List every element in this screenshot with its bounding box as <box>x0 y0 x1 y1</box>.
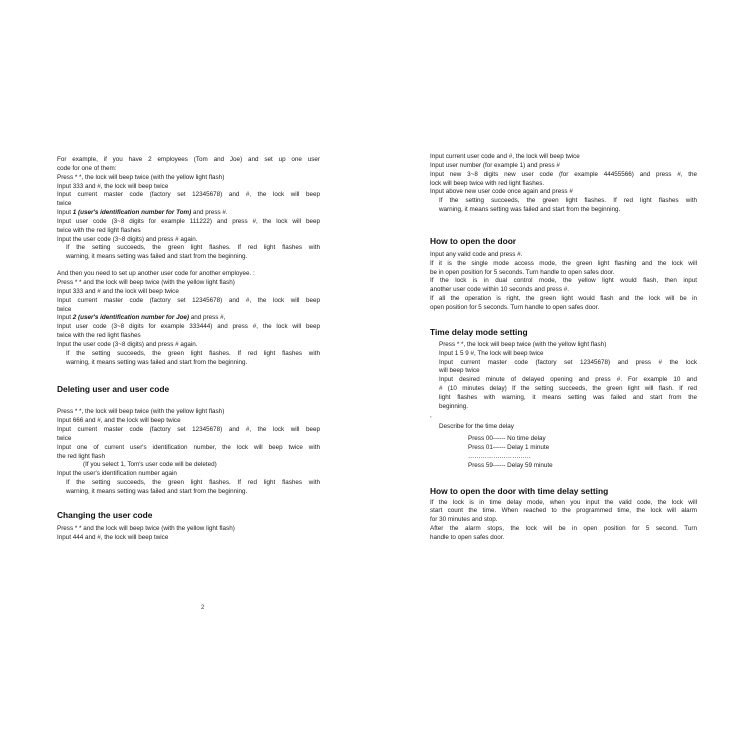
text-line: Press * *, the lock will beep twice (with the yellow light flash) <box>57 408 225 416</box>
heading-open-with-delay: How to open the door with time delay setting <box>430 485 609 496</box>
text-span: and press #. <box>191 209 228 217</box>
text-line: twice <box>57 434 72 442</box>
text-line: the red light flash <box>57 452 105 460</box>
time-delay-description <box>430 423 697 470</box>
text-line: Input current user code and #, the lock will beep twice <box>430 153 580 160</box>
text-line: If the lock is in time delay mode, when you input the valid code, the lock will <box>430 498 697 506</box>
text-line: Input 666 and #, and the lock will beep twice <box>57 417 181 425</box>
text-line-joe-id <box>57 314 320 323</box>
text-line: another user code within 10 seconds and press #. <box>430 286 569 294</box>
para-example-tom <box>57 156 320 262</box>
text-line: twice with the red light flashes <box>57 332 141 340</box>
text-line: be in open position for 5 seconds. Turn handle to open safes door. <box>430 268 615 276</box>
text-line: Press * * and the lock will beep twice (with the yellow light flash) <box>57 524 235 532</box>
left-column <box>57 156 320 543</box>
stray-mark: , <box>430 411 432 419</box>
heading-open-door: How to open the door <box>430 235 517 246</box>
text-line: Press * * and the lock will beep twice (with the yellow light flash) <box>57 278 235 286</box>
joe-id-emphasis: 2 (user's identification number for Joe) <box>72 314 190 322</box>
delay-option: Press 59------ Delay 59 minute <box>468 461 553 469</box>
text-line: code for one of them: <box>57 164 117 172</box>
text-line: If the setting succeeds, the green light flashes. If red light flashes with <box>439 197 697 205</box>
text-line: Input user code (3~8 digits for example 111222) and press #, the lock will beep <box>57 217 320 225</box>
text-line: Input desired minute of delayed opening and press #. For example 10 and <box>439 376 697 384</box>
text-line: Input current master code (factory set 12345678) and press # the lock <box>439 358 697 366</box>
delay-option: Press 01------ Delay 1 minute <box>468 444 550 452</box>
text-line: Input 1 5 9 #, The lock will beep twice <box>439 349 544 357</box>
text-line: will beep twice <box>439 367 480 375</box>
heading-changing-user-code: Changing the user code <box>57 509 153 520</box>
text-line: If the setting succeeds, the green light flashes. If red light flashes with <box>66 479 320 487</box>
tom-id-emphasis: 1 (user's identification number for Tom) <box>72 209 192 217</box>
text-line: And then you need to set up another user code for another employee. : <box>57 270 255 278</box>
delay-ellipsis: ………………………… <box>468 452 531 460</box>
text-span: Input <box>57 314 73 322</box>
text-line: warning, it means setting was failed and start from the beginning. <box>66 488 248 495</box>
right-column <box>430 153 697 543</box>
text-line: Input any valid code and press #. <box>430 250 523 258</box>
para-change-continued <box>430 153 697 215</box>
heading-time-delay: Time delay mode setting <box>430 326 528 337</box>
right-page <box>372 0 750 750</box>
text-line: If it is the single mode access mode, the green light flashing and the lock will <box>430 259 697 267</box>
delay-option: Press 00------ No time delay <box>468 435 546 443</box>
text-line: Input new 3~8 digits new user code (for example 44455566) and press #, the <box>430 170 697 178</box>
text-line: Describe for the time delay <box>439 423 514 431</box>
text-line: (If you select 1, Tom's user code will be deleted) <box>83 461 217 469</box>
text-line: If the setting succeeds, the green light flashes. If red light flashes with <box>66 244 320 252</box>
text-line: Press * *, the lock will beep twice (with the yellow light flash) <box>439 340 607 348</box>
text-line: Input 333 and #, the lock will beep twice <box>57 182 169 190</box>
text-line: twice <box>57 305 72 313</box>
text-line: If the setting succeeds, the green light flashes. If red light flashes with <box>66 349 320 357</box>
para-example-joe <box>57 270 320 367</box>
left-page <box>0 0 372 750</box>
text-line: warning, it means setting was failed and start from the beginning. <box>66 358 248 366</box>
text-line: Input current master code (factory set 12345678) and #, the lock will beep <box>57 296 320 304</box>
text-line: warning, it means setting was failed and start from the beginning. <box>439 206 621 214</box>
text-line: Input the user's identification number again <box>57 470 177 478</box>
text-line: handle to open safes door. <box>430 534 505 541</box>
text-line: After the alarm stops, the lock will be in open position for 5 second. Turn <box>430 525 697 533</box>
text-line: Input user code (3~8 digits for example 333444) and press #, the lock will beep <box>57 323 320 331</box>
para-changing <box>57 525 320 543</box>
text-line: light flashes with warning, it means setting was failed and start from the <box>439 393 697 401</box>
text-line: Input current master code (factory set 12345678) and #, the lock will beep <box>57 426 320 434</box>
page-number: 2 <box>201 605 205 611</box>
text-line: Input 444 and #, the lock will beep twice <box>57 533 169 541</box>
text-line: Input one of current user's identification number, the lock will beep twice with <box>57 443 320 451</box>
text-line: beginning. <box>439 402 469 410</box>
text-line: open position for 5 seconds. Turn handle to open safes door. <box>430 303 600 311</box>
text-line: start count the time. When reached to the programmed time, the lock will alarm <box>430 507 697 515</box>
text-line: Input 333 and # and the lock will beep twice <box>57 287 179 295</box>
text-line: lock will beep twice with red light flashes. <box>430 179 545 187</box>
text-line: # (10 minutes delay) If the setting succeeds, the green light will flash. If red <box>439 385 697 393</box>
text-line: Input user number (for example 1) and press # <box>430 161 560 169</box>
para-time-delay <box>430 341 697 421</box>
text-line-tom-id <box>57 209 320 218</box>
text-line: For example, if you have 2 employees (Tom and Joe) and set up one user <box>57 156 320 163</box>
text-line: Input current master code (factory set 12345678) and #, the lock will beep <box>57 191 320 199</box>
para-deleting <box>57 408 320 496</box>
text-line: for 30 minutes and stop. <box>430 516 498 524</box>
text-line: warning, it means setting was failed and start from the beginning. <box>66 253 248 261</box>
text-line: Input the user code (3~8 digits) and press # again. <box>57 340 198 348</box>
text-line: twice <box>57 200 72 208</box>
text-span: and press #, <box>189 314 226 322</box>
text-line: Press * *, the lock will beep twice (with the yellow light flash) <box>57 173 225 181</box>
text-line: Input the user code (3~8 digits) and press # again. <box>57 235 198 243</box>
para-open-with-delay <box>430 499 697 543</box>
text-line: If the lock is in dual control mode, the yellow light would flash, then input <box>430 277 697 285</box>
para-open-door <box>430 251 697 313</box>
text-span: Input <box>57 209 73 217</box>
text-line: Input above new user code once again and press # <box>430 188 573 196</box>
text-line: twice with the red light flashes <box>57 226 141 234</box>
text-line: If all the operation is right, the green light would flash and the lock will be in <box>430 295 697 303</box>
heading-deleting-user: Deleting user and user code <box>57 384 170 395</box>
